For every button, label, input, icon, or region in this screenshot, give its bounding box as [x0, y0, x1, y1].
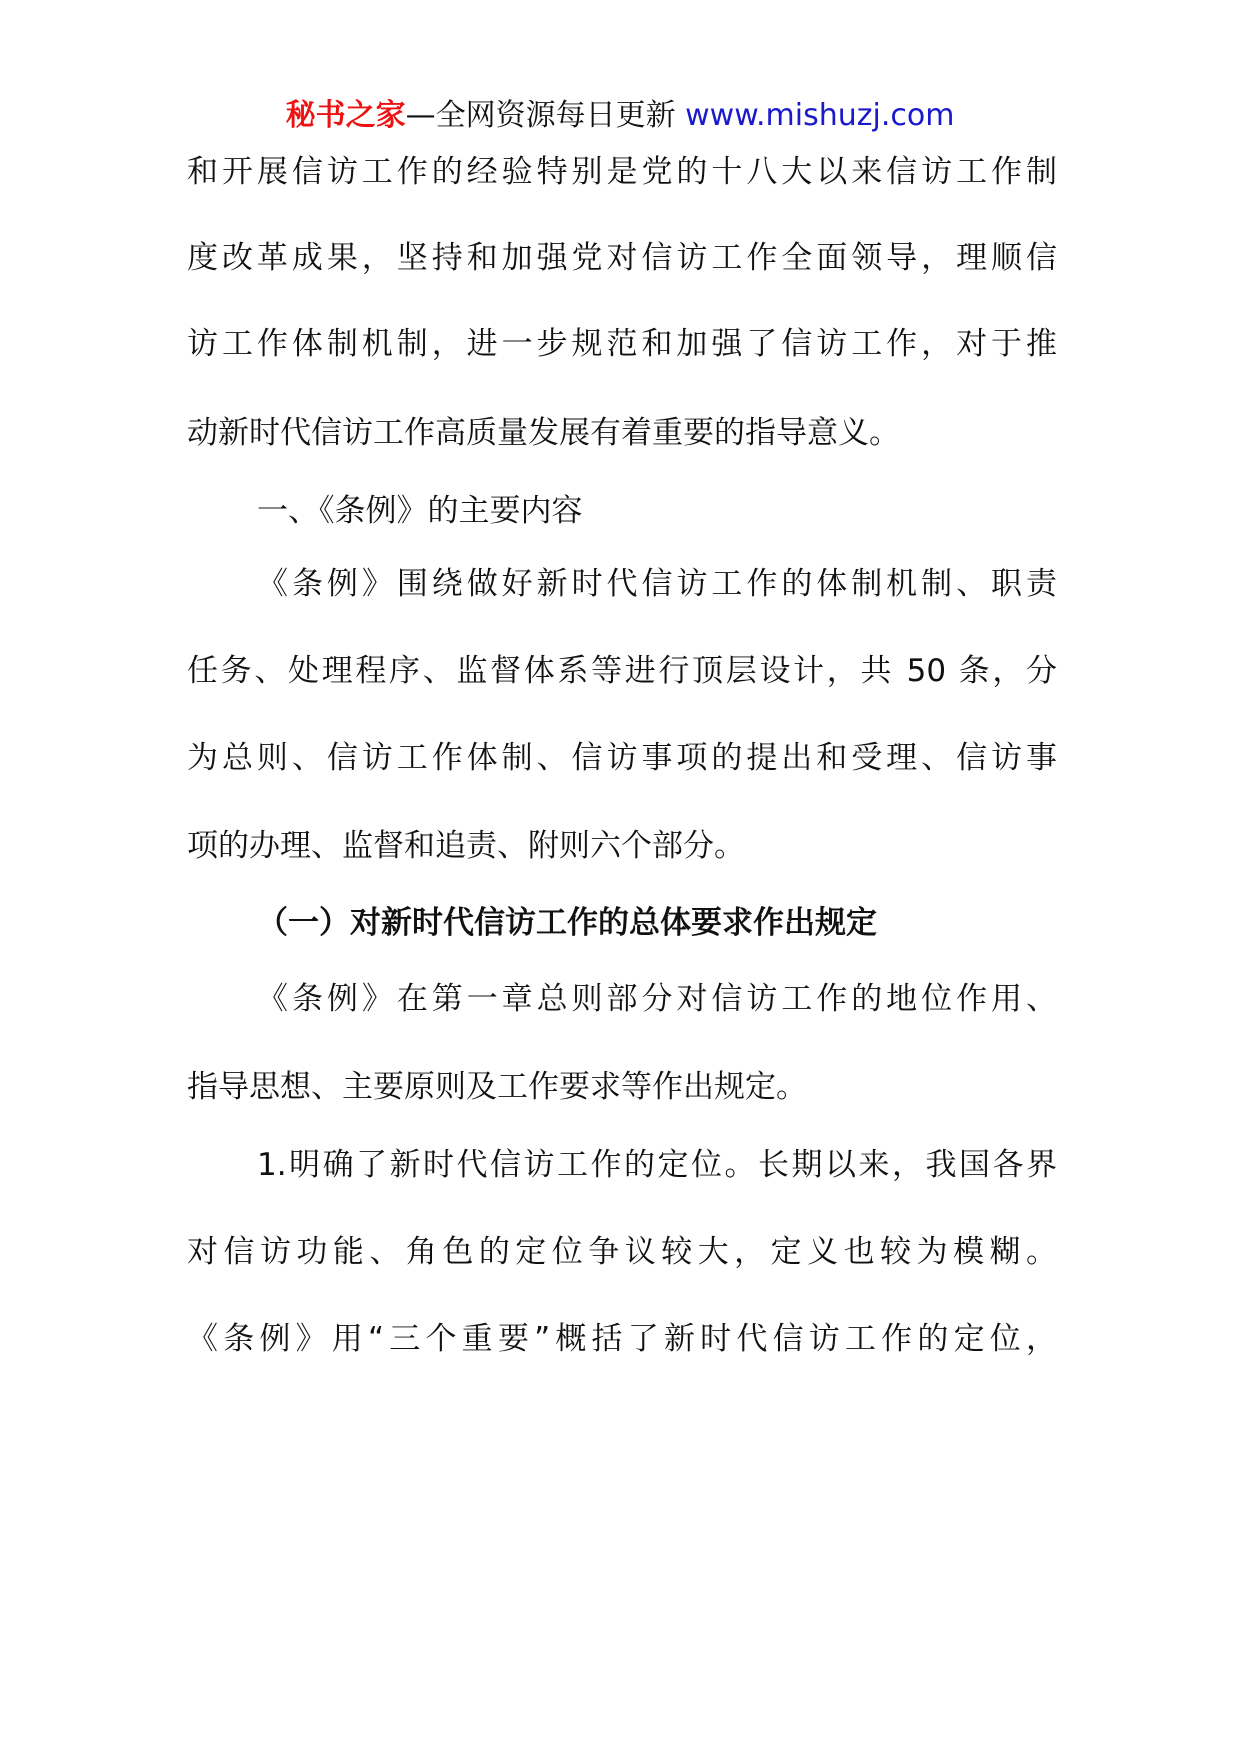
site-brand: 秘书之家	[285, 98, 406, 133]
paragraph-line: 《条例》用“三个重要”概括了新时代信访工作的定位，	[187, 1321, 1057, 1357]
paragraph-line: 和开展信访工作的经验特别是党的十八大以来信访工作制	[187, 154, 1057, 190]
site-tagline: —全网资源每日更新	[405, 98, 676, 133]
paragraph-line: 指导思想、主要原则及工作要求等作出规定。	[187, 1069, 807, 1105]
section-heading: 一、《条例》的主要内容	[257, 493, 583, 529]
site-header	[0, 96, 1240, 136]
paragraph-line: 为总则、信访工作体制、信访事项的提出和受理、信访事	[187, 740, 1057, 776]
paragraph-line: 度改革成果，坚持和加强党对信访工作全面领导，理顺信	[187, 240, 1057, 276]
paragraph-line: 访工作体制机制，进一步规范和加强了信访工作，对于推	[187, 326, 1057, 362]
paragraph-line: 对信访功能、角色的定位争议较大，定义也较为模糊。	[187, 1234, 1057, 1270]
subsection-heading: （一）对新时代信访工作的总体要求作出规定	[257, 905, 877, 941]
paragraph-line: 《条例》围绕做好新时代信访工作的体制机制、职责	[257, 566, 1057, 602]
paragraph-line: 项的办理、监督和追责、附则六个部分。	[187, 828, 745, 864]
site-url-link[interactable]: www.mishuzj.com	[685, 98, 955, 133]
paragraph-line: 任务、处理程序、监督体系等进行顶层设计，共 50 条，分	[187, 653, 1057, 689]
paragraph-line: 1.明确了新时代信访工作的定位。长期以来，我国各界	[257, 1147, 1057, 1183]
paragraph-line: 动新时代信访工作高质量发展有着重要的指导意义。	[187, 415, 900, 451]
paragraph-line: 《条例》在第一章总则部分对信访工作的地位作用、	[257, 981, 1057, 1017]
